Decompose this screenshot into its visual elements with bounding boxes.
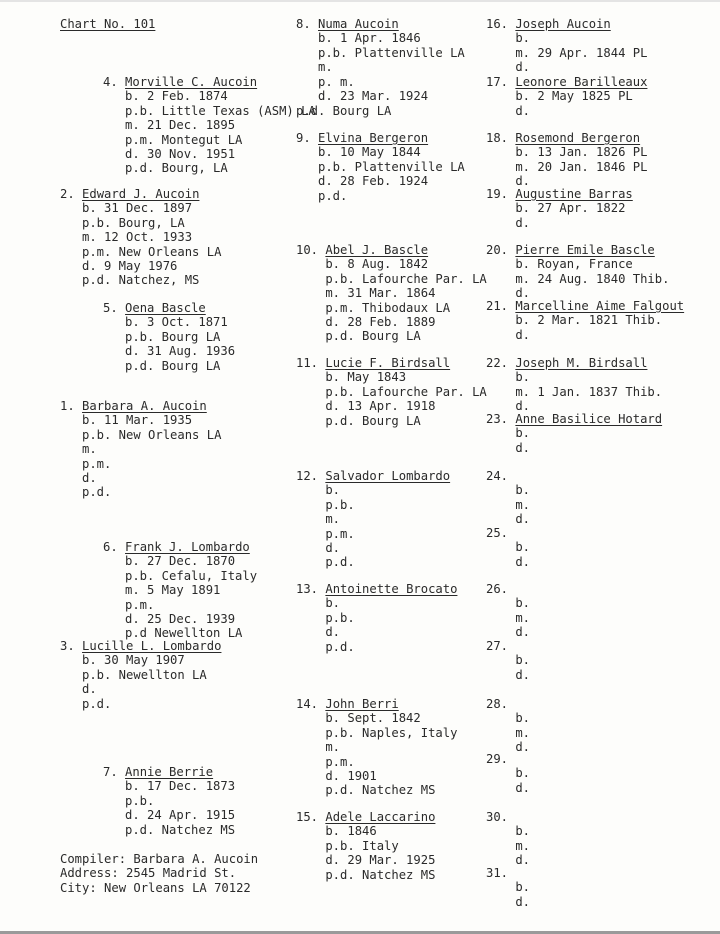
vital-record-line: m. 20 Jan. 1846 PL	[515, 159, 648, 174]
vital-record-line: b.	[515, 880, 531, 895]
ancestor-entry	[486, 582, 530, 640]
ancestor-name: Morville C. Aucoin	[125, 75, 258, 89]
vital-record-line: m.	[515, 838, 531, 853]
vital-record-line: p.d.	[82, 485, 112, 500]
vital-record-line: p. m.	[318, 74, 355, 89]
ancestor-entry	[60, 639, 221, 711]
ancestor-entry	[486, 752, 530, 795]
vital-record-line: p.d.	[325, 555, 355, 570]
vital-record-line: p.d. Bourg LA	[325, 329, 421, 344]
entry-header	[296, 810, 435, 824]
ancestor-entry	[486, 639, 530, 682]
ancestor-name: Adele Laccarino	[325, 810, 436, 824]
ancestor-entry	[103, 540, 257, 641]
ancestor-name: Abel J. Bascle	[325, 243, 429, 257]
ancestor-entry	[486, 866, 530, 909]
vital-record-line: b.	[325, 596, 341, 611]
vital-record-line: b.	[515, 711, 531, 726]
vital-record-line: p.b. Bourg, LA	[82, 215, 185, 230]
entry-number: 3.	[60, 639, 75, 653]
ancestor-name: Salvador Lombardo	[325, 469, 451, 483]
vital-record-line: b.	[515, 596, 531, 611]
vital-record-line: p.b. Lafourche Par. LA	[325, 384, 487, 399]
vital-record-line: p.m.	[325, 526, 355, 541]
vital-record-line: b.	[515, 540, 531, 555]
vital-record-line: p.m. Thibodaux LA	[325, 300, 451, 315]
vital-record-line: b. 13 Jan. 1826 PL	[515, 145, 648, 160]
entry-number: 8.	[296, 17, 311, 31]
entry-number: 17.	[486, 75, 509, 89]
vital-record-line: p.d. Bourg LA	[325, 413, 421, 428]
ancestor-entry	[103, 765, 235, 837]
vital-record-line: b.	[515, 766, 531, 781]
vital-record-line: d. 31 Aug. 1936	[125, 344, 236, 359]
ancestor-name: Numa Aucoin	[318, 17, 399, 31]
ancestor-name: Antoinette Brocato	[325, 582, 458, 596]
ancestor-entry	[296, 810, 435, 882]
vital-record-line: m.	[515, 725, 531, 740]
entry-number: 5.	[103, 301, 118, 315]
vital-record-line: d. 28 Feb. 1889	[325, 315, 436, 330]
entry-number: 23.	[486, 412, 509, 426]
page-top-edge	[0, 0, 720, 2]
ancestor-name: Marcelline Aime Falgout	[515, 299, 685, 313]
vital-record-line: m. 31 Mar. 1864	[325, 286, 436, 301]
entry-header	[486, 866, 530, 880]
vital-record-line: d.	[515, 174, 531, 189]
entry-header	[296, 131, 465, 145]
ancestor-entry	[296, 104, 391, 118]
vital-record-line: b. 11 Mar. 1935	[82, 413, 193, 428]
vital-record-line: d. 29 Mar. 1925	[325, 853, 436, 868]
vital-record-line: p.m.	[82, 456, 112, 471]
vital-record-line: p.d. Natchez MS	[325, 783, 436, 798]
vital-record-line: m. 24 Aug. 1840 Thib.	[515, 271, 670, 286]
vital-record-line: p.d. Bourg, LA	[125, 161, 228, 176]
vital-record-line: p.b. Lafourche Par. LA	[325, 271, 487, 286]
ancestor-name: Joseph M. Birdsall	[515, 356, 648, 370]
ancestor-name: Pierre Emile Bascle	[515, 243, 655, 257]
entry-number: 28.	[486, 697, 509, 711]
vital-record-line: d.	[325, 541, 341, 556]
compiler-name: Compiler: Barbara A. Aucoin	[60, 852, 259, 866]
entry-number: 12.	[296, 469, 319, 483]
ancestor-entry	[486, 526, 530, 569]
vital-record-line: d.	[515, 103, 531, 118]
vital-record-line: b.	[325, 483, 341, 498]
entry-header	[296, 17, 465, 31]
entry-number: 16.	[486, 17, 509, 31]
vital-record-line: d. 28 Feb. 1924	[318, 174, 429, 189]
ancestor-entry	[296, 697, 457, 798]
vital-record-line: p.b.	[325, 610, 355, 625]
entry-number: 14.	[296, 697, 319, 711]
chart-number-label: Chart No. 101	[60, 17, 156, 31]
vital-record-line: d.	[515, 625, 531, 640]
entry-header	[486, 243, 669, 257]
vital-record-line: d.	[515, 554, 531, 569]
entry-header	[296, 469, 450, 483]
vital-record-line: m.	[325, 740, 341, 755]
vital-record-line: d.	[515, 740, 531, 755]
ancestor-entry	[486, 131, 647, 189]
vital-record-line: d.	[515, 399, 531, 414]
vital-record-line: b. 27 Apr. 1822	[515, 201, 626, 216]
entry-header	[486, 810, 530, 824]
vital-record-line: p.b. Bourg LA	[125, 329, 221, 344]
entry-number: 31.	[486, 866, 509, 880]
vital-record-line: b. 17 Dec. 1873	[125, 779, 236, 794]
vital-record-line: b. 2 Mar. 1821 Thib.	[515, 313, 663, 328]
ancestor-name: Barbara A. Aucoin	[82, 399, 207, 413]
ancestor-name: Annie Berrie	[125, 765, 214, 779]
vital-record-line: p.d.	[82, 696, 112, 711]
ancestor-entry	[296, 582, 457, 654]
vital-record-line: b.	[515, 31, 531, 46]
vital-record-line: b. 1846	[325, 824, 377, 839]
ancestor-entry	[486, 187, 633, 230]
vital-record-line: p.d.	[325, 639, 355, 654]
vital-record-line: p.b.	[125, 793, 155, 808]
ancestor-name: Augustine Barras	[515, 187, 633, 201]
ancestor-name: Anne Basilice Hotard	[515, 412, 663, 426]
vital-record-line: p.d. Natchez MS	[325, 867, 436, 882]
ancestor-entry	[486, 299, 684, 342]
ancestor-entry	[296, 469, 450, 570]
entry-number: 19.	[486, 187, 509, 201]
entry-number: 13.	[296, 582, 319, 596]
entry-number: 26.	[486, 582, 509, 596]
vital-record-line: d.	[515, 667, 531, 682]
vital-record-line: p.b. New Orleans LA	[82, 427, 222, 442]
ancestor-name: Edward J. Aucoin	[82, 187, 200, 201]
entry-header	[60, 187, 221, 201]
ancestor-entry	[296, 243, 487, 344]
entry-number: 25.	[486, 526, 509, 540]
vital-record-line: p.b. Little Texas (ASM) LA	[125, 103, 316, 118]
ancestor-name: Elvina Bergeron	[318, 131, 429, 145]
ancestor-name: Joseph Aucoin	[515, 17, 611, 31]
entry-number: 15.	[296, 810, 319, 824]
vital-record-line: b. 2 Feb. 1874	[125, 89, 228, 104]
vital-record-line: d.	[325, 625, 341, 640]
vital-record-line: p.b. Naples, Italy	[325, 725, 458, 740]
compiler-info	[60, 852, 258, 895]
entry-header	[296, 697, 457, 711]
vital-record-line: m.	[515, 610, 531, 625]
vital-record-line: m.	[325, 512, 341, 527]
ancestor-entry	[486, 356, 662, 414]
vital-record-line: b. 27 Dec. 1870	[125, 554, 236, 569]
vital-record-line: p.b. Italy	[325, 838, 399, 853]
vital-record-line: m.	[515, 497, 531, 512]
vital-record-line: m. 12 Oct. 1933	[82, 230, 193, 245]
vital-record-line: p.b.	[325, 497, 355, 512]
vital-record-line: b. 31 Dec. 1897	[82, 201, 193, 216]
vital-record-line: p.b. Plattenville LA	[318, 159, 465, 174]
vital-record-line: d.	[82, 471, 97, 486]
ancestor-entry	[486, 75, 647, 118]
entry-header	[103, 540, 257, 554]
vital-record-line: b. 2 May 1825 PL	[515, 89, 633, 104]
vital-record-line: b.	[515, 653, 531, 668]
vital-record-line: d.	[515, 894, 531, 909]
entry-number: 24.	[486, 469, 509, 483]
entry-header	[486, 131, 647, 145]
entry-header	[60, 639, 221, 653]
vital-record-line: m. 21 Dec. 1895	[125, 118, 236, 133]
vital-record-line: p.d. Natchez MS	[125, 822, 236, 837]
vital-record-line: d. 13 Apr. 1918	[325, 399, 436, 414]
vital-record-line: d. 30 Nov. 1951	[125, 147, 236, 162]
ancestor-name: Rosemond Bergeron	[515, 131, 641, 145]
vital-record-line: d.	[515, 512, 531, 527]
entry-number: 4.	[103, 75, 118, 89]
vital-record-line: p.m.	[125, 597, 155, 612]
ancestor-entry	[296, 131, 465, 203]
vital-record-line: m. 29 Apr. 1844 PL	[515, 45, 648, 60]
entry-number: 29.	[486, 752, 509, 766]
vital-record-line: p.d. Bourg LA	[125, 358, 221, 373]
vital-record-line: b. 8 Aug. 1842	[325, 257, 429, 272]
vital-record-line: b.	[515, 824, 531, 839]
entry-header	[486, 75, 647, 89]
ancestor-entry	[486, 412, 662, 455]
vital-record-line: d.	[82, 682, 97, 697]
entry-number: 1.	[60, 399, 75, 413]
chart-number	[60, 17, 155, 31]
vital-record-line: d.	[515, 853, 531, 868]
vital-record-line: p.d. Natchez, MS	[82, 273, 200, 288]
entry-header	[486, 469, 530, 483]
vital-record-line: m. 5 May 1891	[125, 583, 221, 598]
vital-record-line: p.m.	[325, 754, 355, 769]
entry-header	[486, 639, 530, 653]
entry-header	[486, 697, 530, 711]
vital-record-line: d.	[515, 327, 531, 342]
vital-record-line: p.b. Plattenville LA	[318, 45, 465, 60]
vital-record-line: b. 3 Oct. 1871	[125, 315, 228, 330]
vital-record-line: b.	[515, 426, 531, 441]
entry-header	[486, 412, 662, 426]
entry-header	[60, 399, 221, 413]
entry-number: 9.	[296, 131, 311, 145]
entry-number: 6.	[103, 540, 118, 554]
vital-record-line: b. 30 May 1907	[82, 653, 185, 668]
vital-record-line: p.m. Montegut LA	[125, 132, 243, 147]
entry-number: 27.	[486, 639, 509, 653]
vital-record-line: p.m. New Orleans LA	[82, 244, 222, 259]
vital-record-line: d. 25 Dec. 1939	[125, 612, 236, 627]
ancestor-name: Oena Bascle	[125, 301, 206, 315]
vital-record-line: b. 1 Apr. 1846	[318, 31, 421, 46]
entry-header	[103, 75, 316, 89]
vital-record-line: d. 23 Mar. 1924	[318, 89, 429, 104]
vital-record-line: d. 24 Apr. 1915	[125, 808, 236, 823]
entry-header	[486, 356, 662, 370]
ancestor-entry	[486, 17, 647, 75]
vital-record-line: b. Sept. 1842	[325, 711, 421, 726]
vital-record-line: d.	[515, 215, 531, 230]
vital-record-line: p.b. Newellton LA	[82, 667, 207, 682]
vital-record-line: m.	[318, 60, 333, 75]
ancestor-entry	[103, 75, 316, 176]
vital-record-line: d. 9 May 1976	[82, 259, 178, 274]
entry-number: 30.	[486, 810, 509, 824]
compiler-city: City: New Orleans LA 70122	[60, 880, 251, 895]
vital-record-line: p.d.	[318, 188, 348, 203]
vital-record-line: d.	[515, 440, 531, 455]
ancestor-name: Leonore Barilleaux	[515, 75, 648, 89]
vital-record-line: d.	[515, 286, 531, 301]
entry-header	[103, 765, 235, 779]
entry-number: 7.	[103, 765, 118, 779]
entry-number: 2.	[60, 187, 75, 201]
ancestor-entry	[60, 187, 221, 288]
entry-number: 20.	[486, 243, 509, 257]
entry-number: 11.	[296, 356, 319, 370]
ancestor-name: Lucille L. Lombardo	[82, 639, 222, 653]
vital-record-line: p.d. Bourg LA	[296, 104, 392, 118]
entry-header	[486, 582, 530, 596]
entry-number: 10.	[296, 243, 319, 257]
vital-record-line: b. May 1843	[325, 370, 407, 385]
vital-record-line: d.	[515, 780, 531, 795]
vital-record-line: b.	[515, 370, 531, 385]
ancestor-name: John Berri	[325, 697, 399, 711]
entry-header	[486, 17, 647, 31]
vital-record-line: d. 1901	[325, 769, 377, 784]
ancestor-entry	[486, 697, 530, 755]
compiler-address: Address: 2545 Madrid St.	[60, 866, 237, 881]
vital-record-line: p.b. Cefalu, Italy	[125, 568, 258, 583]
ancestor-entry	[296, 356, 487, 428]
entry-header	[486, 299, 684, 313]
vital-record-line: b. Royan, France	[515, 257, 633, 272]
entry-number: 22.	[486, 356, 509, 370]
entry-number: 21.	[486, 299, 509, 313]
vital-record-line: d.	[515, 60, 531, 75]
entry-header	[103, 301, 235, 315]
entry-header	[486, 187, 633, 201]
vital-record-line: m.	[82, 442, 97, 457]
vital-record-line: b. 10 May 1844	[318, 145, 421, 160]
ancestor-entry	[486, 243, 669, 301]
entry-number: 18.	[486, 131, 509, 145]
ancestor-name: Lucie F. Birdsall	[325, 356, 451, 370]
entry-header	[296, 582, 457, 596]
entry-header	[486, 526, 530, 540]
ancestor-entry	[486, 469, 530, 527]
ancestor-entry	[296, 17, 465, 103]
vital-record-line: p.d Newellton LA	[125, 626, 243, 641]
entry-header	[486, 752, 530, 766]
vital-record-line: b.	[515, 483, 531, 498]
entry-header	[296, 356, 487, 370]
vital-record-line: m. 1 Jan. 1837 Thib.	[515, 384, 663, 399]
ancestor-entry	[60, 399, 221, 500]
ancestor-entry	[103, 301, 235, 373]
ancestor-name: Frank J. Lombardo	[125, 540, 250, 554]
ancestor-entry	[486, 810, 530, 868]
entry-header	[296, 243, 487, 257]
